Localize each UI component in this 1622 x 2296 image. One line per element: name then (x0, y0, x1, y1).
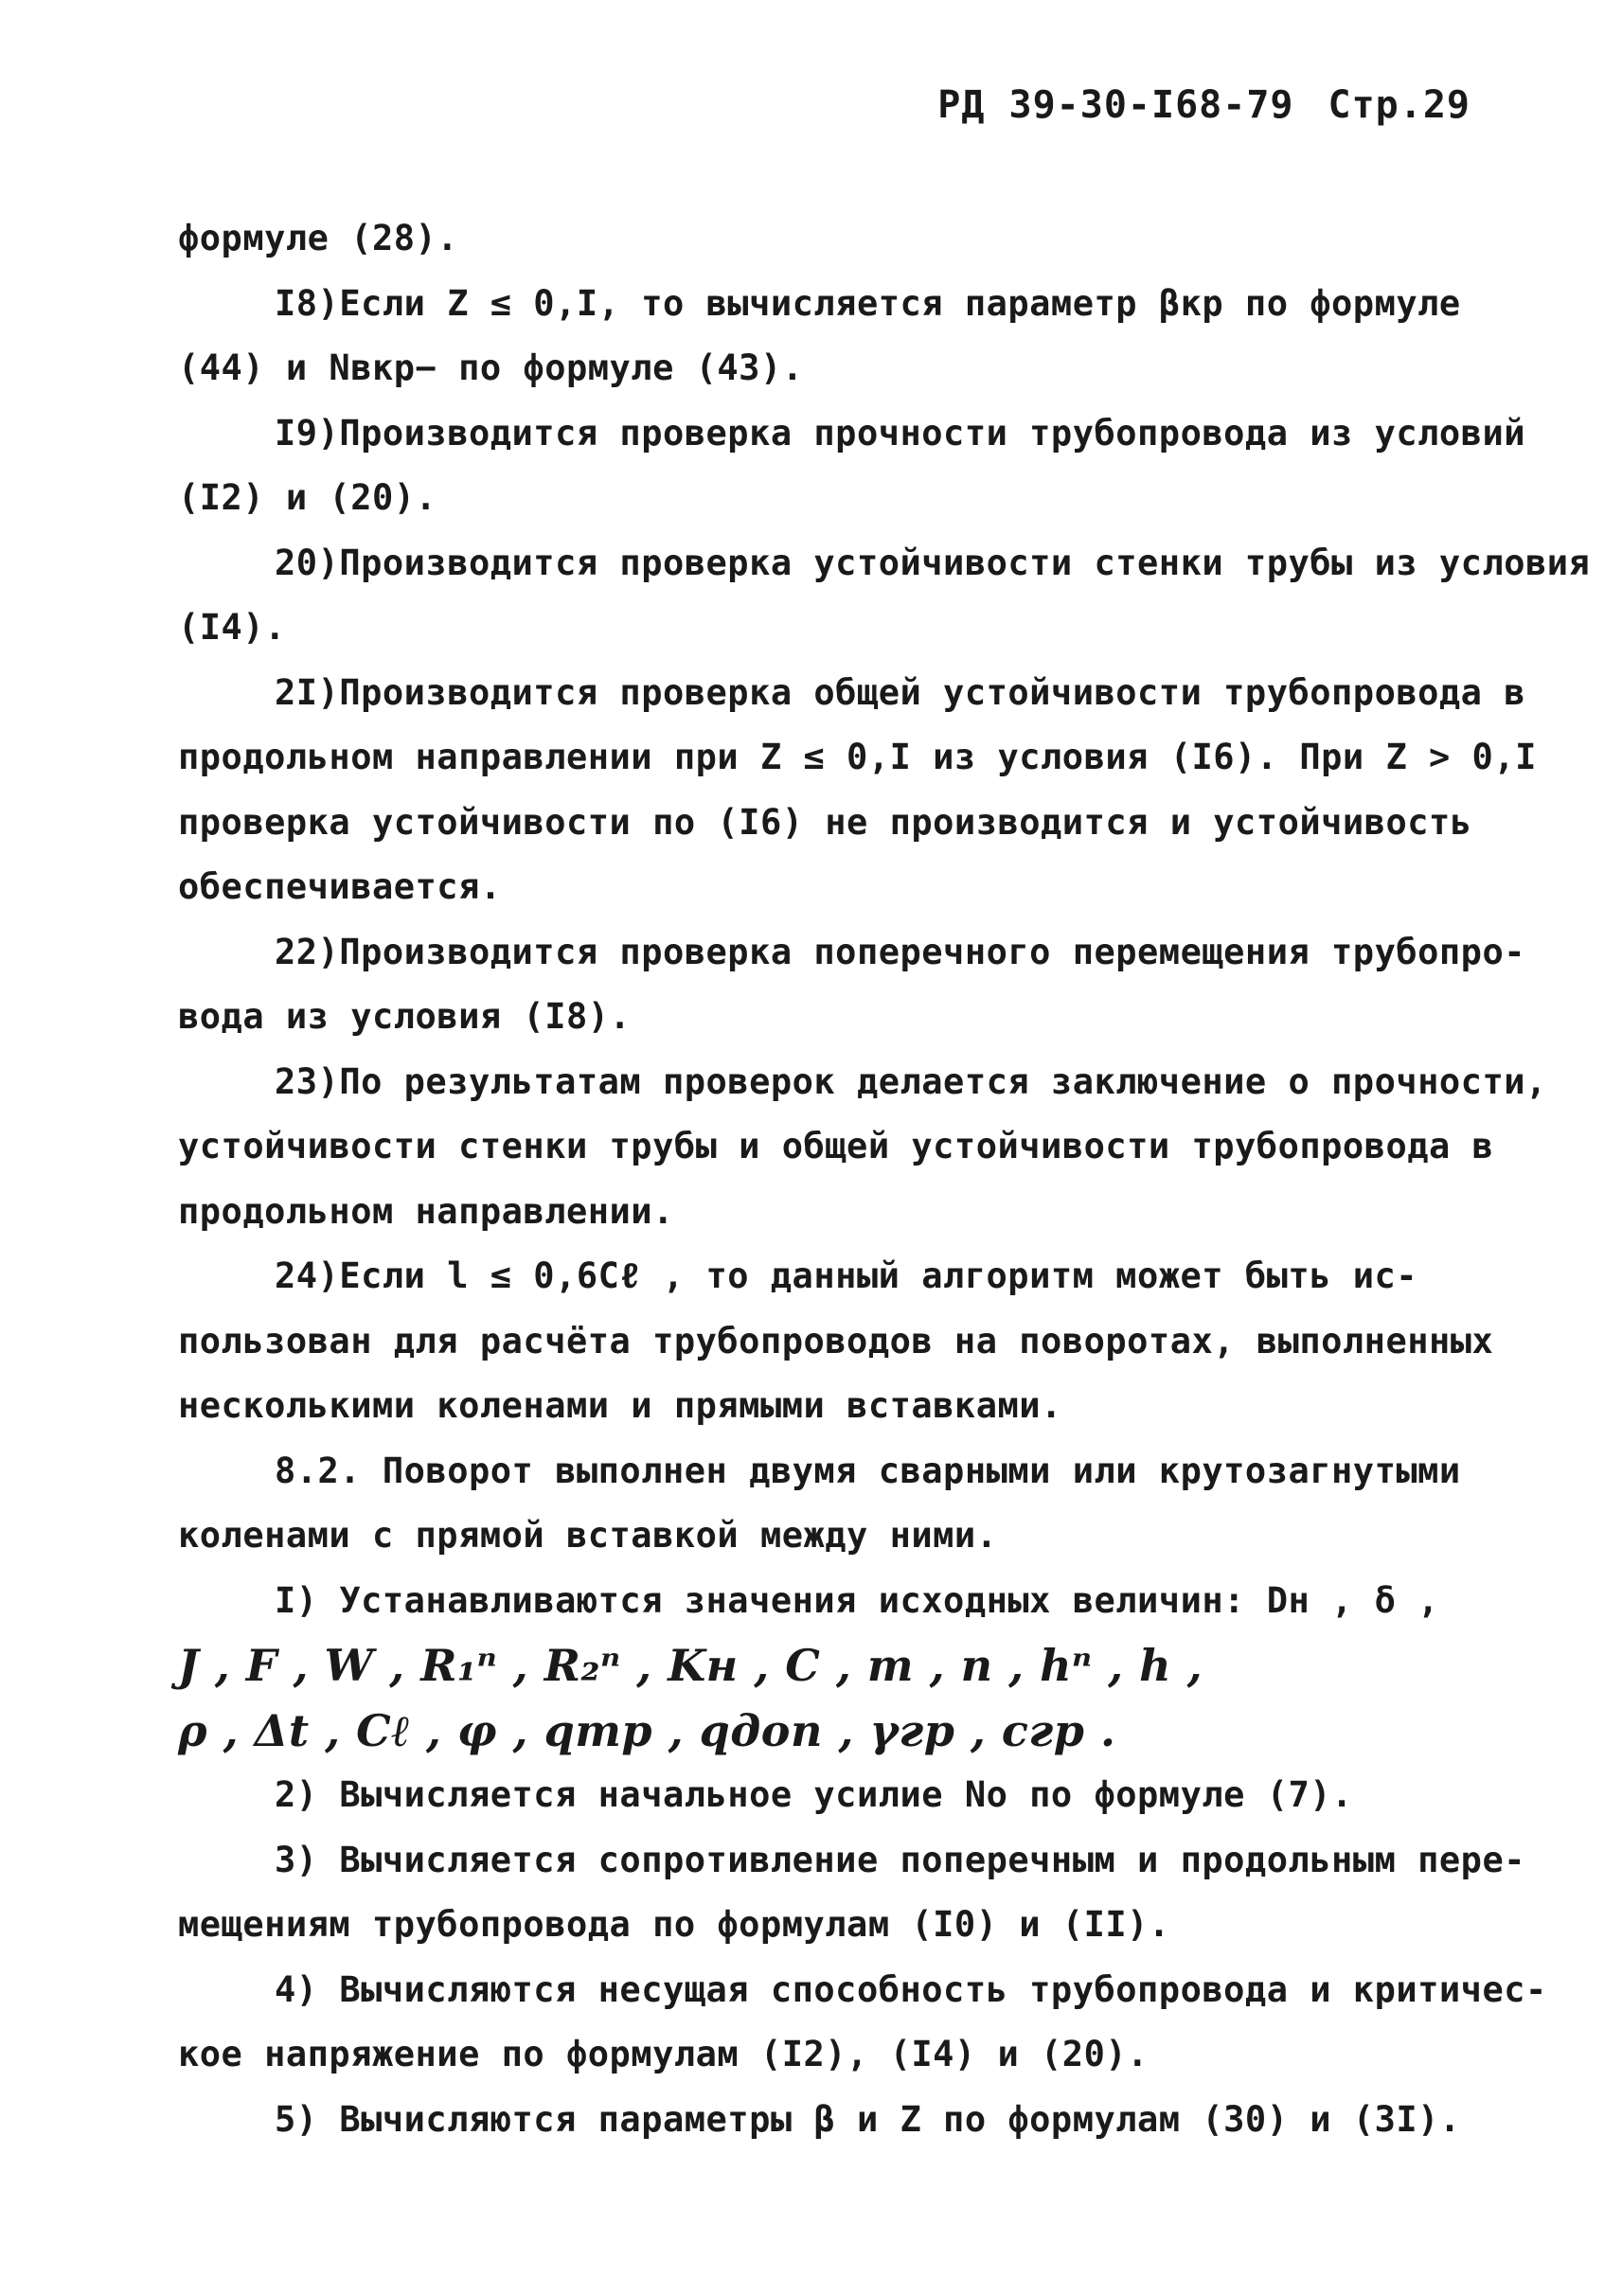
text-line: (44) и Nвкр− по формуле (43). (178, 347, 804, 388)
text-line: I) Устанавливаются значения исходных величин: Dн , δ , (275, 1579, 1439, 1621)
text-line: 22)Производится проверка поперечного перемещения трубопро- (275, 931, 1526, 972)
text-line: 3) Вычисляется сопротивление поперечным и продольным пере- (275, 1839, 1526, 1880)
text-line: 23)По результатам проверок делается заключение о прочности, (275, 1060, 1547, 1102)
text-line: 5) Вычисляются параметры β и Z по формулам (30) и (3I). (275, 2098, 1461, 2140)
text-line: кое напряжение по формулам (I2), (I4) и (20). (178, 2034, 1149, 2074)
text-line: продольном направлении при Z ≤ 0,I из условия (I6). При Z > 0,I (178, 737, 1537, 777)
text-line: I8)Если Z ≤ 0,I, то вычисляется параметр βкр по формуле (275, 282, 1461, 324)
text-line: несколькими коленами и прямыми вставками. (178, 1385, 1062, 1426)
text-line: I9)Производится проверка прочности трубопровода из условий (275, 412, 1526, 454)
text-line: 2) Вычисляется начальное усилие Nо по формуле (7). (275, 1774, 1353, 1815)
text-line: (I4). (178, 607, 286, 648)
text-line: 8.2. Поворот выполнен двумя сварными или крутозагнутыми (275, 1450, 1461, 1491)
document-code: РД 39-30-I68-79 (937, 83, 1294, 127)
text-line: 24)Если l ≤ 0,6Cℓ , то данный алгоритм может быть ис- (275, 1255, 1418, 1296)
body-text (178, 206, 1591, 2152)
page-header (937, 83, 1470, 127)
text-line: пользован для расчёта трубопроводов на поворотах, выполненных (178, 1320, 1494, 1362)
text-line: 4) Вычисляются несущая способность трубопровода и критичес- (275, 1968, 1547, 2010)
text-line: 2I)Производится проверка общей устойчивости трубопровода в (275, 671, 1526, 713)
text-line: устойчивости стенки трубы и общей устойчивости трубопровода в (178, 1126, 1494, 1166)
text-line: продольном направлении. (178, 1190, 674, 1232)
page-number: Стр.29 (1328, 83, 1470, 127)
text-line: проверка устойчивости по (I6) не производится и устойчивость (178, 801, 1472, 843)
text-line: обеспечивается. (178, 866, 502, 907)
text-line: вода из условия (I8). (178, 996, 632, 1037)
variables-line: J , F , W , R₁ⁿ , R₂ⁿ , Kн , C , m , n , hⁿ , h , (178, 1640, 1203, 1691)
text-line: формуле (28). (178, 218, 459, 258)
text-line: мещениям трубопровода по формулам (I0) и (II). (178, 1904, 1170, 1945)
variables-line: ρ , Δt , Cℓ , φ , qтр , qдоп , γгр , cгр . (178, 1704, 1116, 1756)
text-line: (I2) и (20). (178, 477, 437, 518)
text-line: 20)Производится проверка устойчивости стенки трубы из условия (275, 542, 1591, 583)
text-line: коленами с прямой вставкой между ними. (178, 1515, 998, 1556)
